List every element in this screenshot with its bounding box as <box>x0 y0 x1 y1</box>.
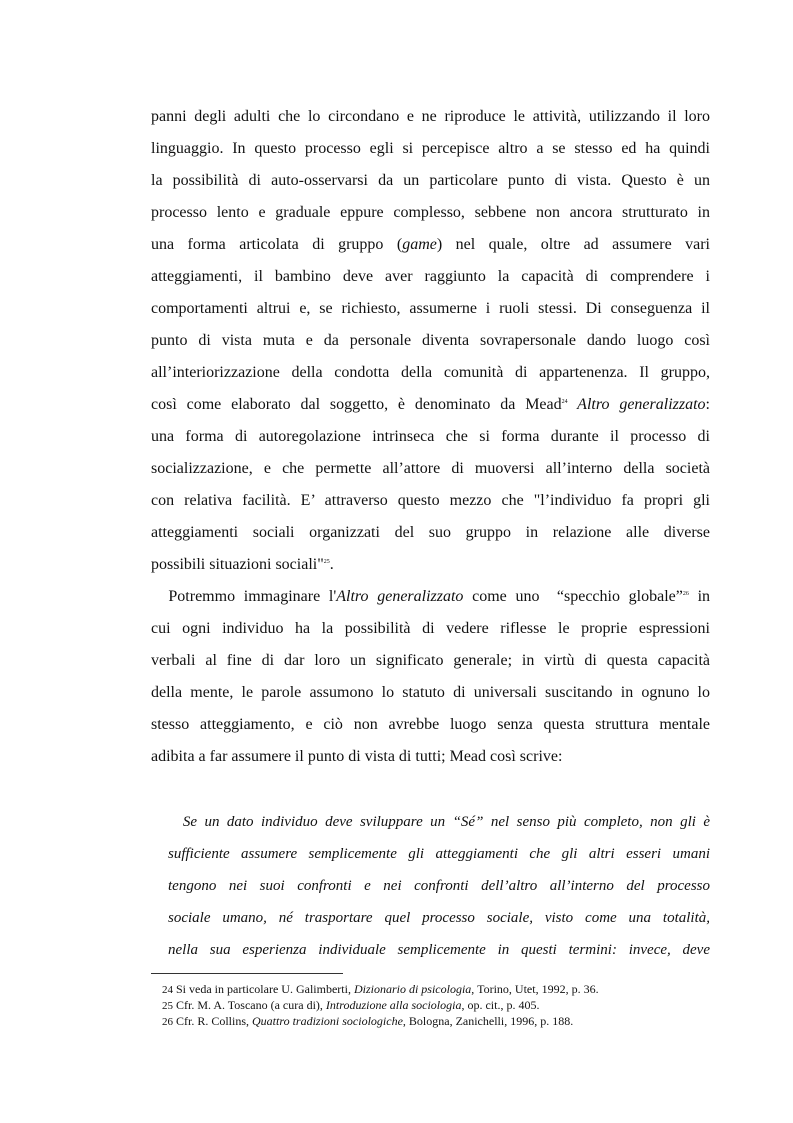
block-quote-line: Se un dato individuo deve sviluppare un “Sé” nel senso più completo, non gli è <box>168 814 710 830</box>
italic-term: Altro generalizzato <box>336 588 464 605</box>
footnote-text: Si veda in particolare U. Galimberti, <box>173 982 354 996</box>
text-run: ) nel quale, oltre ad assumere vari <box>436 236 711 253</box>
text-run: Potremmo immaginare l' <box>151 588 337 605</box>
body-line <box>151 229 710 261</box>
footnote-ref[interactable]: 26 <box>682 591 689 597</box>
footnote-number: 24 <box>162 984 173 996</box>
footnote-text: , op. cit., p. 405. <box>461 998 540 1012</box>
body-line: atteggiamenti sociali organizzati del suo gruppo in relazione alle diverse <box>151 524 710 541</box>
body-line <box>151 581 710 613</box>
body-line: panni degli adulti che lo circondano e ne riproduce le attività, utilizzando il loro <box>151 108 710 125</box>
footnote-number: 25 <box>162 1000 173 1012</box>
text-run: così come elaborato dal soggetto, è denominato da Mead <box>151 396 562 413</box>
body-line: linguaggio. In questo processo egli si percepisce altro a se stesso ed ha quindi <box>151 140 710 157</box>
italic-term: Altro generalizzato <box>567 396 706 413</box>
footnote <box>162 981 722 998</box>
italic-term: game <box>402 236 437 253</box>
body-line: cui ogni individuo ha la possibilità di vedere riflesse le proprie espressioni <box>151 620 710 637</box>
block-quote-line: nella sua esperienza individuale semplicemente in questi termini: invece, deve <box>168 942 710 958</box>
text-run: possibili situazioni sociali" <box>151 556 324 573</box>
text-run: come uno “specchio globale” <box>463 588 683 605</box>
footnote-text: Cfr. M. A. Toscano (a cura di), <box>173 998 326 1012</box>
text-run: : <box>705 396 710 413</box>
body-line: all’interiorizzazione della condotta della comunità di appartenenza. Il gruppo, <box>151 364 710 381</box>
body-line <box>151 549 710 581</box>
footnote <box>162 997 722 1014</box>
footnote-title: Introduzione alla sociologia <box>325 998 462 1012</box>
footnote-ref[interactable]: 24 <box>561 399 568 405</box>
footnote-text: , Bologna, Zanichelli, 1996, p. 188. <box>402 1014 574 1028</box>
body-line: con relativa facilità. E’ attraverso questo mezzo che "l’individuo fa propri gli <box>151 492 710 509</box>
footnote-text: Cfr. R. Collins, <box>173 1014 253 1028</box>
body-line: comportamenti altrui e, se richiesto, assumerne i ruoli stessi. Di conseguenza il <box>151 300 710 317</box>
footnote-separator <box>151 973 343 974</box>
footnote-text: , Torino, Utet, 1992, p. 36. <box>471 982 599 996</box>
block-quote-line: sufficiente assumere semplicemente gli atteggiamenti che gli altri esseri umani <box>168 846 710 862</box>
footnote-ref[interactable]: 25 <box>323 559 330 565</box>
body-line: verbali al fine di dar loro un significato generale; in virtù di questa capacità <box>151 652 710 669</box>
body-line: adibita a far assumere il punto di vista di tutti; Mead così scrive: <box>151 748 563 765</box>
body-line <box>151 389 710 421</box>
body-line: processo lento e graduale eppure complesso, sebbene non ancora strutturato in <box>151 204 710 221</box>
block-quote-line: tengono nei suoi confronti e nei confronti dell’altro all’interno del processo <box>168 878 710 894</box>
body-line: stesso atteggiamento, e ciò non avrebbe luogo senza questa struttura mentale <box>151 716 710 733</box>
text-run: in <box>688 588 711 605</box>
footnote-title: Quattro tradizioni sociologiche <box>252 1014 403 1028</box>
body-line: una forma di autoregolazione intrinseca che si forma durante il processo di <box>151 428 710 445</box>
body-line: atteggiamenti, il bambino deve aver raggiunto la capacità di comprendere i <box>151 268 710 285</box>
footnote <box>162 1013 722 1030</box>
body-line: della mente, le parole assumono lo statuto di universali suscitando in ognuno lo <box>151 684 710 701</box>
body-line: socializzazione, e che permette all’attore di muoversi all’interno della società <box>151 460 710 477</box>
text-run: una forma articolata di gruppo ( <box>151 236 403 253</box>
body-line: punto di vista muta e da personale diventa sovrapersonale dando luogo così <box>151 332 710 349</box>
block-quote-line: sociale umano, né trasportare quel processo sociale, visto come una totalità, <box>168 910 710 926</box>
body-line: la possibilità di auto-osservarsi da un particolare punto di vista. Questo è un <box>151 172 710 189</box>
footnote-number: 26 <box>162 1016 173 1028</box>
text-run: . <box>329 556 334 573</box>
footnote-title: Dizionario di psicologia <box>353 982 472 996</box>
